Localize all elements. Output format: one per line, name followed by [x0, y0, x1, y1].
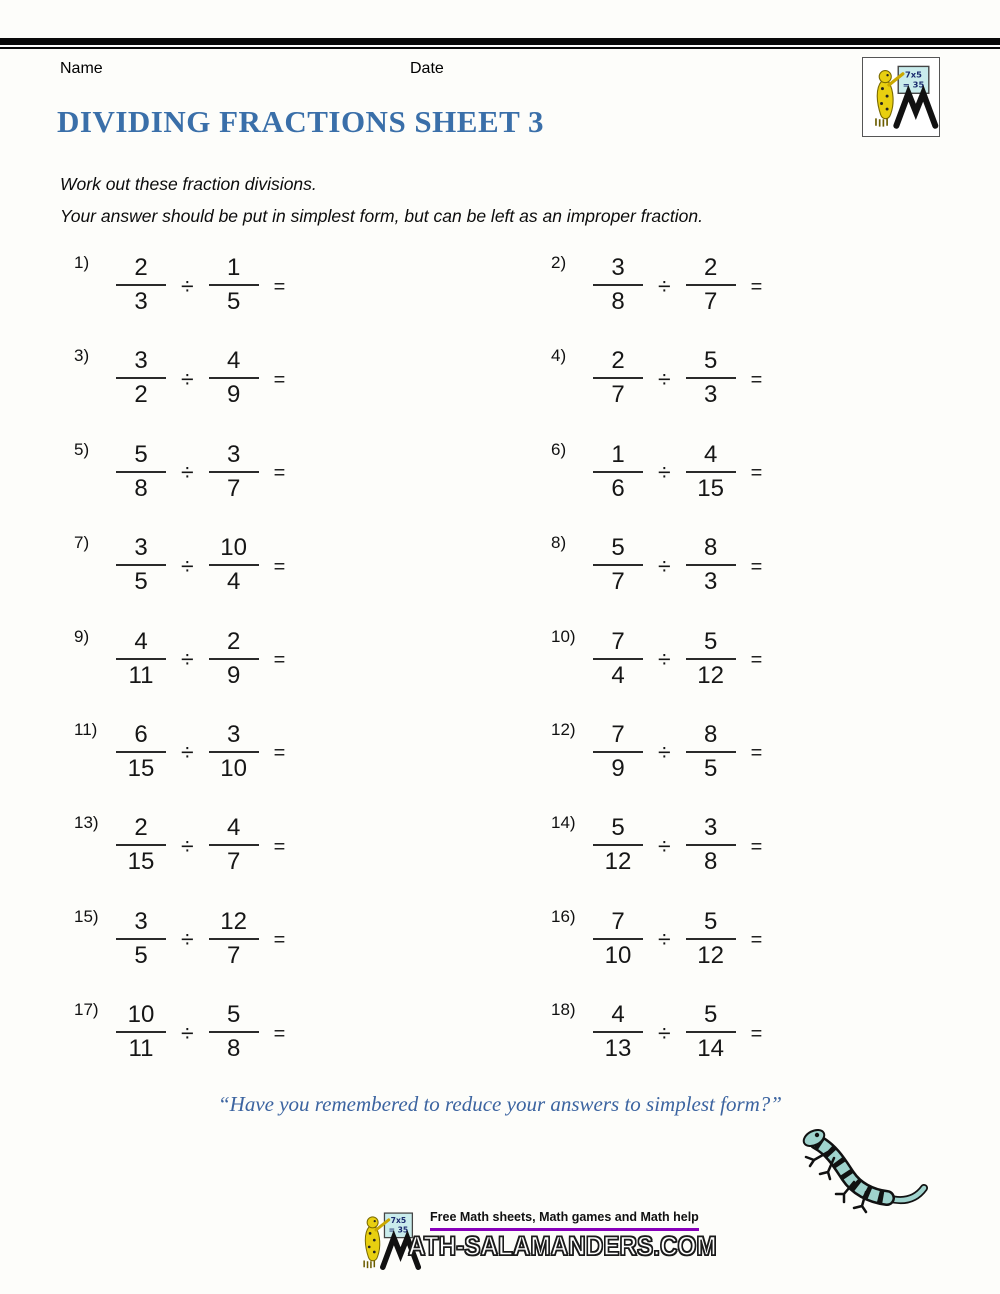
instructions — [60, 168, 703, 232]
equals-sign: = — [273, 275, 286, 298]
fraction-bar — [593, 564, 643, 566]
denominator: 2 — [134, 381, 148, 409]
fraction-bar — [593, 658, 643, 660]
numerator: 5 — [703, 347, 718, 375]
problem-number: 9) — [74, 626, 90, 646]
equals-sign: = — [750, 368, 763, 391]
numerator: 3 — [703, 814, 718, 842]
brand-name-text: ATH-SALAMANDERS.COM — [408, 1231, 717, 1261]
fraction-bar — [209, 751, 259, 753]
denominator: 9 — [226, 661, 241, 689]
divide-sign: ÷ — [658, 552, 671, 579]
equals-sign: = — [273, 929, 286, 952]
equals-sign: = — [750, 929, 763, 952]
equals-sign: = — [273, 835, 286, 858]
fraction-bar — [686, 844, 736, 846]
fraction-second — [209, 815, 259, 875]
problem-row — [58, 345, 535, 411]
problem-number: 12) — [551, 719, 576, 739]
denominator: 3 — [134, 288, 148, 315]
brand-tagline: Free Math sheets, Math games and Math help — [430, 1210, 699, 1231]
numerator: 5 — [703, 1001, 718, 1029]
numerator: 7 — [611, 907, 625, 935]
problem-row — [58, 532, 535, 598]
fraction-first — [593, 1002, 643, 1062]
equals-sign: = — [750, 555, 763, 578]
numerator: 7 — [611, 720, 625, 748]
fraction-bar — [209, 844, 259, 846]
problem-number: 2) — [551, 253, 567, 272]
divide-sign: ÷ — [658, 365, 671, 392]
problem-number: 8) — [551, 533, 567, 553]
denominator: 3 — [703, 568, 718, 596]
problem-number: 14) — [551, 813, 576, 833]
fraction-first — [593, 348, 643, 408]
fraction-first — [593, 722, 643, 782]
problem-row — [58, 439, 535, 505]
problem-row — [535, 439, 942, 505]
denominator: 14 — [697, 1035, 724, 1063]
problem-row — [535, 532, 942, 598]
equals-sign: = — [273, 462, 286, 485]
fraction-bar — [593, 1031, 643, 1033]
fraction-bar — [209, 1031, 259, 1033]
problem-row — [58, 252, 535, 318]
fraction-bar — [686, 564, 736, 566]
fraction-second — [209, 629, 259, 689]
brand-name — [408, 1231, 751, 1262]
numerator: 5 — [226, 1001, 241, 1029]
fraction-first — [116, 535, 166, 595]
problem-row — [58, 626, 535, 692]
footer-quote: “Have you remembered to reduce your answers to simplest form?” — [217, 1092, 782, 1116]
problem-number: 10) — [551, 626, 576, 646]
denominator: 11 — [128, 1035, 154, 1063]
problem-number: 15) — [74, 906, 99, 926]
denominator: 9 — [226, 381, 241, 409]
fraction-bar — [593, 471, 643, 473]
fraction-bar — [593, 751, 643, 753]
numerator: 3 — [611, 254, 625, 281]
fraction-second — [209, 442, 259, 502]
problem-number: 16) — [551, 906, 576, 926]
denominator: 5 — [134, 941, 148, 969]
numerator: 5 — [134, 440, 148, 468]
problem-row — [58, 906, 535, 972]
lizard-illustration — [792, 1124, 932, 1219]
equals-sign: = — [273, 1022, 286, 1045]
divide-sign: ÷ — [181, 646, 194, 673]
fraction-bar — [593, 377, 643, 379]
divide-sign: ÷ — [181, 1019, 194, 1046]
denominator: 7 — [611, 568, 625, 596]
denominator: 15 — [697, 474, 724, 502]
page-title: DIVIDING FRACTIONS SHEET 3 — [57, 104, 545, 139]
fraction-bar — [116, 471, 166, 473]
numerator: 8 — [703, 534, 718, 562]
denominator: 4 — [611, 661, 625, 689]
denominator: 12 — [697, 941, 724, 969]
denominator: 12 — [697, 661, 724, 689]
fraction-bar — [686, 471, 736, 473]
denominator: 7 — [226, 941, 241, 969]
fraction-first — [593, 629, 643, 689]
numerator: 4 — [611, 1001, 625, 1029]
fraction-first — [593, 909, 643, 969]
numerator: 3 — [134, 347, 148, 375]
fraction-bar — [593, 938, 643, 940]
problem-number: 6) — [551, 439, 567, 459]
problem-row — [535, 252, 942, 318]
fraction-second — [686, 255, 736, 315]
problems-grid — [58, 247, 942, 1088]
denominator: 9 — [611, 754, 625, 782]
equals-sign: = — [273, 555, 286, 578]
fraction-second — [209, 255, 259, 315]
fraction-second — [686, 629, 736, 689]
numerator: 10 — [127, 1001, 155, 1029]
problem-number: 1) — [74, 253, 90, 272]
fraction-second — [686, 1002, 736, 1062]
fraction-second — [686, 535, 736, 595]
denominator: 15 — [127, 754, 155, 782]
problem-number: 4) — [551, 346, 567, 366]
fraction-bar — [209, 564, 259, 566]
problem-number: 11) — [74, 719, 98, 739]
fraction-second — [209, 535, 259, 595]
fraction-bar — [116, 284, 166, 286]
equals-sign: = — [750, 742, 763, 765]
fraction-bar — [116, 938, 166, 940]
divide-sign: ÷ — [658, 646, 671, 673]
denominator: 5 — [134, 568, 148, 596]
fraction-bar — [686, 751, 736, 753]
fraction-second — [209, 348, 259, 408]
denominator: 11 — [128, 661, 154, 689]
divide-sign: ÷ — [181, 459, 194, 486]
numerator: 3 — [226, 720, 241, 748]
denominator: 5 — [703, 754, 718, 782]
fraction-first — [116, 909, 166, 969]
denominator: 8 — [134, 474, 148, 502]
equals-sign: = — [273, 742, 286, 765]
divide-sign: ÷ — [658, 459, 671, 486]
numerator: 10 — [220, 534, 247, 562]
divide-sign: ÷ — [181, 552, 194, 579]
denominator: 12 — [604, 848, 632, 876]
fraction-bar — [686, 938, 736, 940]
denominator: 5 — [226, 288, 241, 315]
divide-sign: ÷ — [181, 926, 194, 953]
numerator: 2 — [134, 814, 148, 842]
divide-sign: ÷ — [181, 365, 194, 392]
numerator: 4 — [134, 627, 148, 655]
problem-row — [58, 812, 535, 878]
problem-row — [535, 906, 942, 972]
problem-row — [535, 345, 942, 411]
instruction-line-2: Your answer should be put in simplest form, but can be left as an improper fraction. — [60, 206, 703, 226]
fraction-bar — [116, 751, 166, 753]
fraction-first — [593, 255, 643, 315]
equals-sign: = — [750, 1022, 763, 1045]
equals-sign: = — [273, 649, 286, 672]
numerator: 3 — [134, 907, 148, 935]
equals-sign: = — [750, 462, 763, 485]
numerator: 5 — [703, 907, 718, 935]
denominator: 7 — [226, 848, 241, 876]
denominator: 8 — [611, 288, 625, 315]
denominator: 13 — [604, 1035, 632, 1063]
divide-sign: ÷ — [658, 1019, 671, 1046]
fraction-first — [593, 815, 643, 875]
name-label: Name — [60, 60, 103, 77]
fraction-first — [593, 442, 643, 502]
denominator: 7 — [611, 381, 625, 409]
numerator: 8 — [703, 720, 718, 748]
fraction-second — [209, 909, 259, 969]
numerator: 1 — [611, 440, 625, 468]
fraction-second — [686, 722, 736, 782]
denominator: 8 — [703, 848, 718, 876]
fraction-first — [116, 442, 166, 502]
brand-footer — [352, 1206, 717, 1276]
problem-row — [58, 999, 535, 1065]
fraction-bar — [116, 658, 166, 660]
problem-row — [535, 812, 942, 878]
divide-sign: ÷ — [658, 739, 671, 766]
equals-sign: = — [750, 649, 763, 672]
problem-number: 17) — [74, 1000, 99, 1020]
problem-number: 5) — [74, 439, 90, 459]
numerator: 4 — [703, 440, 718, 468]
denominator: 6 — [611, 474, 625, 502]
fraction-first — [116, 722, 166, 782]
fraction-bar — [593, 844, 643, 846]
denominator: 8 — [226, 1035, 241, 1063]
problem-row — [535, 626, 942, 692]
fraction-bar — [209, 938, 259, 940]
fraction-bar — [116, 844, 166, 846]
fraction-first — [116, 255, 166, 315]
fraction-bar — [686, 377, 736, 379]
denominator: 3 — [703, 381, 718, 409]
fraction-second — [686, 815, 736, 875]
fraction-bar — [593, 284, 643, 286]
numerator: 5 — [703, 627, 718, 655]
top-divider — [0, 38, 1000, 49]
fraction-bar — [209, 377, 259, 379]
equals-sign: = — [750, 835, 763, 858]
fraction-second — [686, 909, 736, 969]
fraction-first — [116, 629, 166, 689]
date-label: Date — [410, 60, 444, 77]
problem-number: 18) — [551, 1000, 576, 1020]
fraction-bar — [116, 377, 166, 379]
problem-number: 7) — [74, 533, 90, 553]
equals-sign: = — [273, 368, 286, 391]
numerator: 3 — [226, 440, 241, 468]
numerator: 2 — [611, 347, 625, 375]
fraction-bar — [686, 1031, 736, 1033]
numerator: 5 — [611, 534, 625, 562]
problem-row — [535, 719, 942, 785]
problem-row — [58, 719, 535, 785]
fraction-second — [686, 442, 736, 502]
fraction-first — [116, 1002, 166, 1062]
fraction-bar — [116, 1031, 166, 1033]
numerator: 2 — [226, 627, 241, 655]
numerator: 4 — [226, 347, 241, 375]
divide-sign: ÷ — [181, 739, 194, 766]
denominator: 10 — [604, 941, 632, 969]
denominator: 7 — [703, 288, 718, 315]
fraction-bar — [686, 658, 736, 660]
numerator: 4 — [226, 814, 241, 842]
fraction-first — [593, 535, 643, 595]
denominator: 10 — [220, 754, 247, 782]
denominator: 7 — [226, 474, 241, 502]
problem-number: 3) — [74, 346, 90, 366]
fraction-bar — [209, 658, 259, 660]
numerator: 7 — [611, 627, 625, 655]
fraction-first — [116, 815, 166, 875]
fraction-bar — [209, 471, 259, 473]
fraction-second — [209, 722, 259, 782]
fraction-bar — [686, 284, 736, 286]
fraction-second — [209, 1002, 259, 1062]
divide-sign: ÷ — [658, 926, 671, 953]
fraction-second — [686, 348, 736, 408]
equals-sign: = — [750, 275, 763, 298]
problem-row — [535, 999, 942, 1065]
instruction-line-1: Work out these fraction divisions. — [60, 174, 317, 194]
divide-sign: ÷ — [658, 272, 671, 299]
numerator: 6 — [134, 720, 148, 748]
numerator: 2 — [703, 254, 718, 281]
numerator: 1 — [226, 254, 241, 281]
numerator: 5 — [611, 814, 625, 842]
divide-sign: ÷ — [181, 832, 194, 859]
fraction-bar — [209, 284, 259, 286]
divide-sign: ÷ — [658, 832, 671, 859]
site-logo-art — [863, 58, 939, 136]
fraction-bar — [116, 564, 166, 566]
divide-sign: ÷ — [181, 272, 194, 299]
numerator: 12 — [220, 907, 247, 935]
denominator: 15 — [127, 848, 155, 876]
fraction-first — [116, 348, 166, 408]
numerator: 3 — [134, 534, 148, 562]
numerator: 2 — [134, 254, 148, 281]
denominator: 4 — [226, 568, 241, 596]
problem-number: 13) — [74, 813, 99, 833]
site-logo — [862, 57, 940, 137]
